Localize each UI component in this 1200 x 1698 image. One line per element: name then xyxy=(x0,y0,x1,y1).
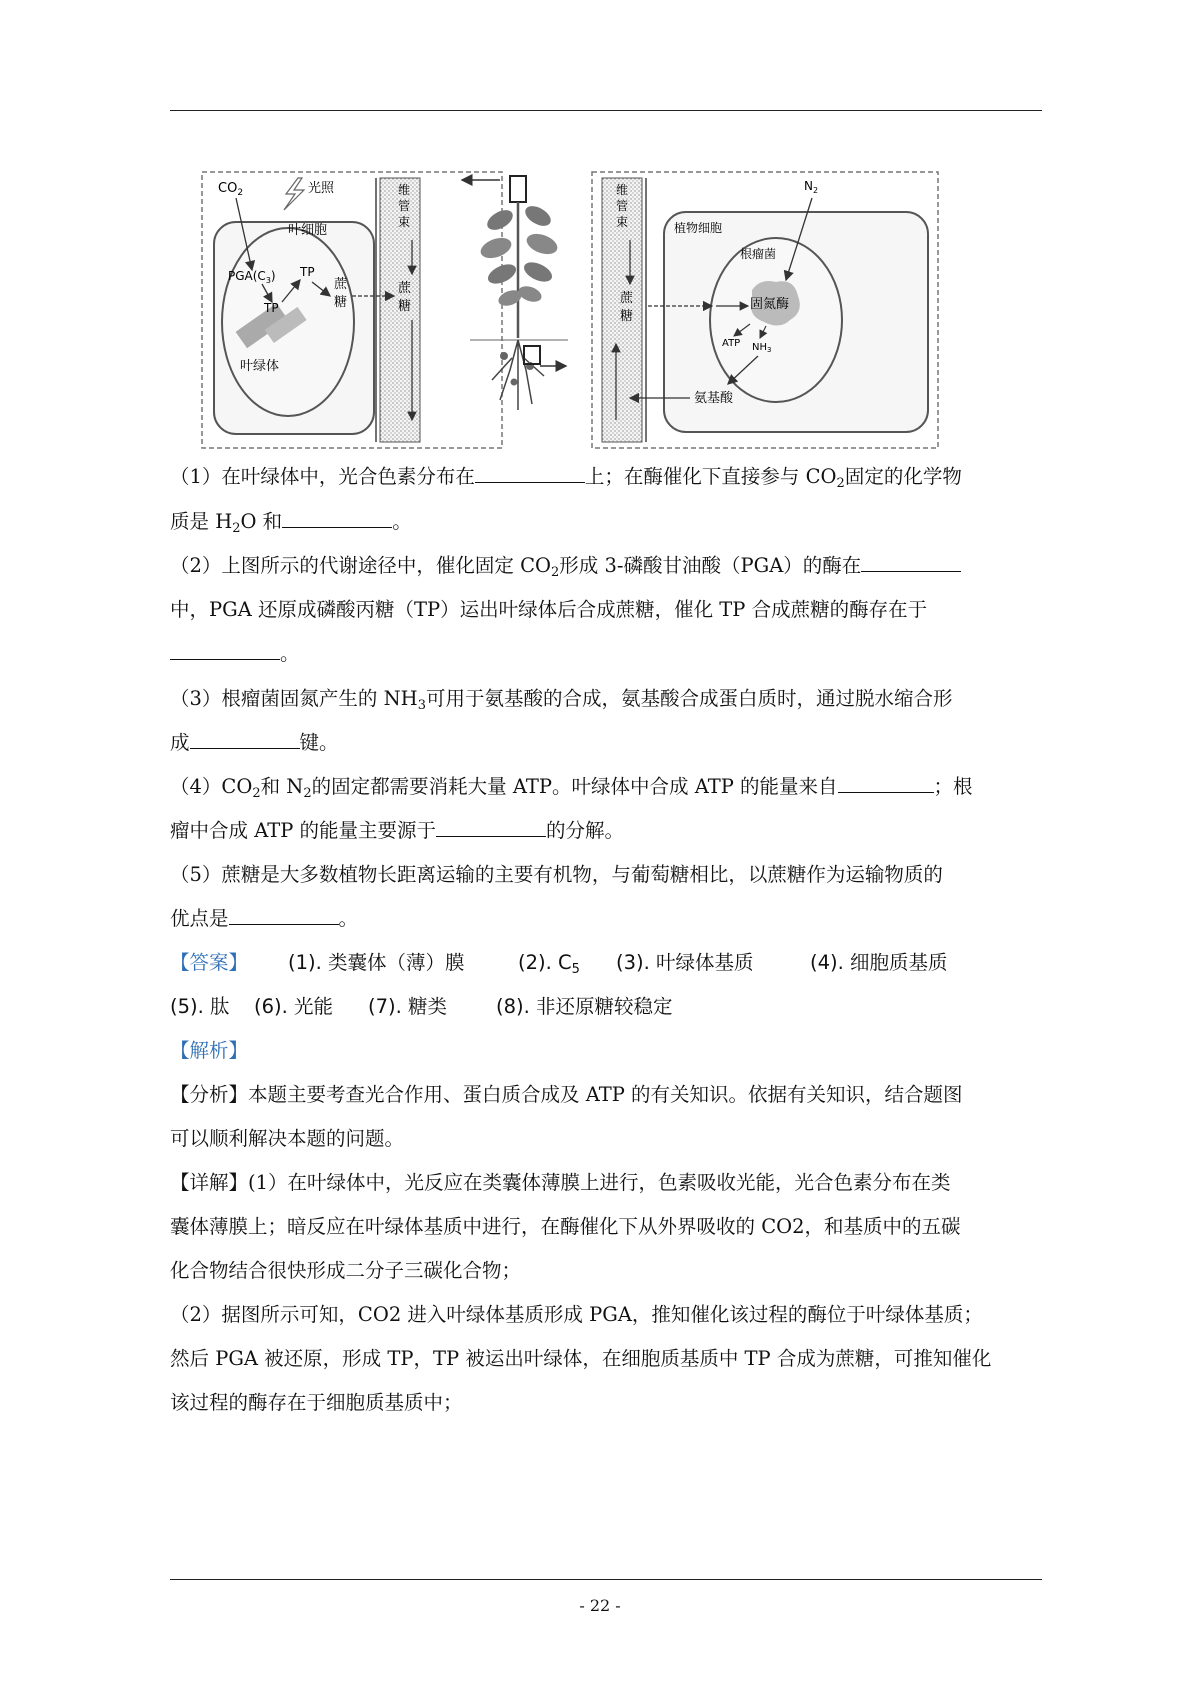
question-4-line-2: 瘤中合成 ATP 的能量主要源于 的分解。 xyxy=(170,819,625,842)
vascular-label-3: 束 xyxy=(398,215,411,229)
answer-blank xyxy=(436,818,546,837)
question-4-line-1: $(4)CO_2$和 $N_2$的固定都需要消耗大量 ATP。叶绿体中合成 ATP 的能量来自 ；根 xyxy=(170,775,973,801)
answer-item-7: (7). 糖类 xyxy=(368,995,448,1018)
left-panel xyxy=(202,172,502,448)
sucrose-label-2: 糖 xyxy=(620,309,634,324)
nitrogenase-label: 固氮酶 xyxy=(750,297,790,312)
n2-label: $N_2$ xyxy=(804,179,819,195)
answer-item-5: (5). 肽 xyxy=(170,995,230,1018)
analysis-detail-2: 囊体薄膜上；暗反应在叶绿体基质中进行，在酶催化下从外界吸收的 CO2，和基质中的五碳 xyxy=(170,1215,961,1238)
analysis-detail-6: 该过程的酶存在于细胞质基质中； xyxy=(170,1391,463,1414)
answer-blank xyxy=(838,774,934,793)
vascular-label-1: 维 xyxy=(616,183,629,197)
answer-blank xyxy=(475,464,585,483)
vascular-sucrose-2: 糖 xyxy=(398,299,412,314)
sucrose-label-2: 糖 xyxy=(334,295,348,310)
analysis-detail-5: 然后 PGA 被还原，形成 TP，TP 被运出叶绿体，在细胞质基质中 TP 合成为蔗糖，可推知催化 xyxy=(170,1347,992,1370)
answer-item-1: (1). 类囊体（薄）膜 xyxy=(288,951,465,974)
atp-label: ATP xyxy=(722,338,741,349)
question-2-line-3: 。 xyxy=(170,641,1042,667)
answer-item-8: (8). 非还原糖较稳定 xyxy=(496,995,673,1018)
answer-blank xyxy=(190,730,300,749)
analysis-label: 【解析】 xyxy=(170,1039,249,1062)
question-3-line-2: 成 键。 xyxy=(170,731,339,754)
question-2-line-1: （2）上图所示的代谢途径中，催化固定 $CO_2$形成 3-磷酸甘油酸（PGA）的酶在 xyxy=(170,553,1042,586)
vascular-label-2: 管 xyxy=(398,199,411,213)
page-number: - 22 - xyxy=(579,1596,621,1615)
right-panel xyxy=(592,172,938,448)
analysis-detail-4: （2）据图所示可知，CO2 进入叶绿体基质形成 PGA，推知催化该过程的酶位于叶绿体基质； xyxy=(170,1303,983,1326)
sucrose-label-1: 蔗 xyxy=(334,277,348,292)
co2-label: $CO_2$ xyxy=(218,181,244,198)
vascular-label-2: 管 xyxy=(616,199,629,213)
tp-label: TP xyxy=(264,301,279,315)
pga-label: $PGA(C_3)$ xyxy=(228,269,276,285)
footer-rule xyxy=(170,1579,1042,1580)
answer-item-4: (4). 细胞质基质 xyxy=(810,951,948,974)
answer-item-3: (3). 叶绿体基质 xyxy=(616,951,754,974)
answer-blank xyxy=(282,509,392,528)
question-3-line-1: （3）根瘤菌固氮产生的 $NH_3$可用于氨基酸的合成，氨基酸合成蛋白质时，通过脱水缩合形 xyxy=(170,687,953,713)
lightning-icon xyxy=(284,178,304,210)
analysis-detail-3: 化合物结合很快形成二分子三碳化合物； xyxy=(170,1259,522,1282)
light-label: 光照 xyxy=(308,181,335,196)
analysis-detail-1: 【详解】(1）在叶绿体中，光反应在类囊体薄膜上进行，色素吸收光能，光合色素分布在类 xyxy=(170,1171,951,1194)
vascular-label-1: 维 xyxy=(398,183,411,197)
plant-illustration xyxy=(462,176,568,410)
question-1-line-2: 质是 $H_2O$ 和 。 xyxy=(170,510,412,536)
photosynthesis-nitrogen-fixation-figure xyxy=(200,170,940,480)
vascular-sucrose-1: 蔗 xyxy=(398,281,412,296)
answer-blank xyxy=(229,906,339,925)
chloroplast-label: 叶绿体 xyxy=(240,359,280,374)
tp2-label: TP xyxy=(300,265,315,279)
sucrose-label-1: 蔗 xyxy=(620,291,634,306)
leaf-cell-label: 叶细胞 xyxy=(288,223,328,238)
question-5-line-1: （5）蔗糖是大多数植物长距离运输的主要有机物，与葡萄糖相比，以蔗糖作为运输物质的 xyxy=(170,863,943,886)
answer-line-2 xyxy=(170,994,1042,1020)
answer-line-1 xyxy=(170,950,1042,976)
answer-label: 【答案】 xyxy=(170,951,249,974)
answer-blank xyxy=(861,553,961,572)
plant-cell-label: 植物细胞 xyxy=(674,221,723,235)
vascular-label-3: 束 xyxy=(616,215,629,229)
answer-item-2: (2). $C_5$ xyxy=(518,951,580,977)
rhizobia-label: 根瘤菌 xyxy=(740,247,777,261)
answer-blank xyxy=(170,641,280,660)
nh3-label: $NH_3$ xyxy=(752,342,772,354)
question-1-line-1: （1）在叶绿体中，光合色素分布在 上；在酶催化下直接参与 $CO_2$固定的化学物 xyxy=(170,465,962,491)
analysis-fenxi-2: 可以顺利解决本题的问题。 xyxy=(170,1127,405,1150)
answer-item-6: (6). 光能 xyxy=(254,995,334,1018)
amino-acid-label: 氨基酸 xyxy=(694,391,734,406)
question-5-line-2: 优点是 。 xyxy=(170,907,359,930)
question-2-line-2: 中，PGA 还原成磷酸丙糖（TP）运出叶绿体后合成蔗糖，催化 TP 合成蔗糖的酶存在于 xyxy=(170,598,928,621)
analysis-fenxi-1: 【分析】本题主要考查光合作用、蛋白质合成及 ATP 的有关知识。依据有关知识，结合题图 xyxy=(170,1083,963,1106)
header-rule xyxy=(170,110,1042,111)
